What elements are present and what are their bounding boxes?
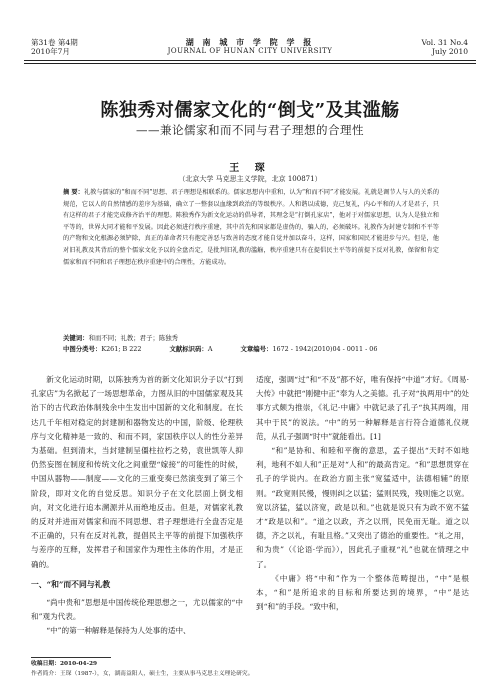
clc-value: K261; B 222 bbox=[101, 345, 142, 353]
body-paragraph: “中”的第一种解释是保持为人处事的适中、 bbox=[46, 626, 191, 636]
running-header-left bbox=[31, 38, 141, 56]
footnote-received: 收稿日期：2010-04-29 bbox=[31, 661, 98, 667]
article-no-value: 1672 - 1942(2010)04 - 0011 - 06 bbox=[272, 345, 378, 353]
author-affiliation: （北京大学 马克思主义学院，北京 100871） bbox=[178, 175, 322, 183]
running-header-right bbox=[360, 38, 468, 56]
volume-number-en: Vol. 31 No.4 bbox=[421, 38, 468, 47]
article-no-label: 文章编号： bbox=[240, 345, 273, 353]
doc-code-label: 文献标识码： bbox=[169, 345, 208, 353]
footnote-author-bio: 作者简介：王琛（1987-），女，湖南益阳人，硕士生，主要从事马克思主义理论研究。 bbox=[31, 671, 254, 677]
abstract-label: 摘 要： bbox=[63, 189, 84, 196]
doc-code-value: A bbox=[207, 345, 213, 353]
article-subtitle: ——兼论儒家和而不同与君子理想的合理性 bbox=[136, 123, 364, 137]
doc-code-field bbox=[169, 344, 212, 354]
journal-name-en: JOURNAL OF HUNAN CITY UNIVERSITY bbox=[167, 47, 333, 55]
journal-name-cn: 湖 南 城 市 学 院 学 报 bbox=[185, 37, 315, 47]
body-left-column bbox=[31, 373, 243, 639]
article-title: 陈独秀对儒家文化的“倒戈”及其滥觞 bbox=[100, 100, 400, 121]
author-name: 王 琛 bbox=[229, 163, 271, 174]
header-rule bbox=[24, 60, 476, 61]
body-right-column bbox=[256, 373, 469, 614]
clc-label: 中图分类号： bbox=[63, 345, 102, 353]
body-paragraph: 适度，强调“过”和“不及”都不好，唯有保持“中道”才好。《周易·大传》中就把“刚健中正”奉为人之美德。孔子对“执两用中”的处事方式颇为推崇，《礼记·中庸》中就记录了孔子“执其两端，用其中于民”的说法。“中”的另一种解释是言行符合道德礼仪规范，从孔子强调“时中”就能看出。[1] bbox=[256, 375, 469, 441]
keywords: 和而不同；礼教；君子；陈独秀 bbox=[88, 334, 179, 342]
body-paragraph: 《中庸》将“中和”作为一个整体范畴提出，“中”是根本，“和”是所追求的目标和所要达到的境界，“中”是达到“和”的手段。“致中和， bbox=[256, 573, 469, 612]
body-paragraph: “尚中贵和”思想是中国传统伦理思想之一，尤以儒家的“中和”观为代表。 bbox=[31, 598, 243, 622]
keywords-label: 关键词： bbox=[63, 334, 89, 342]
clc-field bbox=[63, 344, 141, 354]
body-paragraph: “和”是协和、和睦和平衡的意思，孟子提出“天时不如地利，地利不如人和”正是对“人和”的最高肯定。“和”思想贯穿在孔子的学说内。在政治方面主张“宽猛适中，法德相辅”的原则。“政宽则民慢，慢则纠之以猛；猛则民残，残则施之以宽。宽以济猛，猛以济宽，政是以和。”也就是说只有为政不宽不猛才“政是以和”。“道之以政，齐之以刑，民免而无耻。道之以德，齐之以礼，有耻且格。”又突出了德治的重要性。“礼之用，和为贵”（《论语·学而》），因此孔子重视“礼”也就在情理之中了。 bbox=[256, 446, 469, 569]
header-rule-thin bbox=[24, 63, 476, 64]
keywords-line bbox=[63, 333, 439, 343]
running-header-center bbox=[130, 38, 370, 56]
abstract-text: 礼教与儒家的“和而不同”思想、君子理想是相联系的。儒家思想内中重和，认为“和而不同”才能发展。礼就是调节人与人的关系的规范，它以人的自然情感的差序为基础，确立了一整套以血缘到政治的等级秩序。人和谐以成德，克己复礼，内心平和的人才是君子，只有这样的君子才能完成修齐治平的理想。陈独秀作为新文化运动的倡导者，其理念是“打倒孔家店”，他对于对儒家思想，认为人是独立和平等的，世界大同才能和平发展。因此必须进行秩序重建，其中首先和国家都是虚伪的，骗人的，必须破坏。礼教作为封建专制和不平等的产物和文化根源必须铲除，真正的革命者只有抱定善恶与致善的态度才能自觉并加以奋斗，这样，国家和国民才能进步与兴。但是，他对旧礼教及其背后的整个儒家文化予以的全盘否定，是批判旧礼教的滥觞，秩序重建只有在提倡民主平等的前提下反对礼教，保留和肯定儒家和而不同和君子理想在秩序重建中的合理性，方能成功。 bbox=[63, 189, 440, 266]
publication-date: 2010年7月 bbox=[31, 47, 70, 56]
footnote-rule bbox=[31, 657, 111, 658]
classification-line bbox=[63, 344, 483, 354]
abstract bbox=[63, 187, 439, 268]
body-paragraph: 新文化运动时期，以陈独秀为首的新文化知识分子以“打到孔家店”为名掀起了一场思想革命，力图从旧的中国儒家观及其治下的古代政治体制残余中生发出中国新的文化和制度。在长达几千年相对稳定的封建制和器物发达的中国，阶级、伦理秩序与文化精神是一致的、和而不同，家国秩序以人的性分差异为基础。但到清末，当封建制呈僵柱拉朽之势，袁世凯等人抑仍然妄图在制度和传统文化之间重塑“嫁接”的可能性的时候，中国从器物——制度——文化的三重变奏已然演变到了第三个阶段，即对文化的自觉反思。知识分子在文化层面上倒戈相向，对文化进行追本溯源并从而绝地反击。但是，对儒家礼教的反对并进而对儒家和而不同思想、君子理想进行全盘否定是不正确的，只有在反对礼教，提倡民主平等的前提下加强秩序与差序的互释，发挥君子和国家作为理性主体的作用，才是正确的。 bbox=[31, 375, 243, 569]
date-en: July 2010 bbox=[432, 47, 468, 56]
section-heading: 一、“和”而不同与礼教 bbox=[31, 579, 111, 589]
article-no-field bbox=[241, 344, 378, 354]
volume-issue: 第31卷 第4期 bbox=[31, 38, 78, 47]
